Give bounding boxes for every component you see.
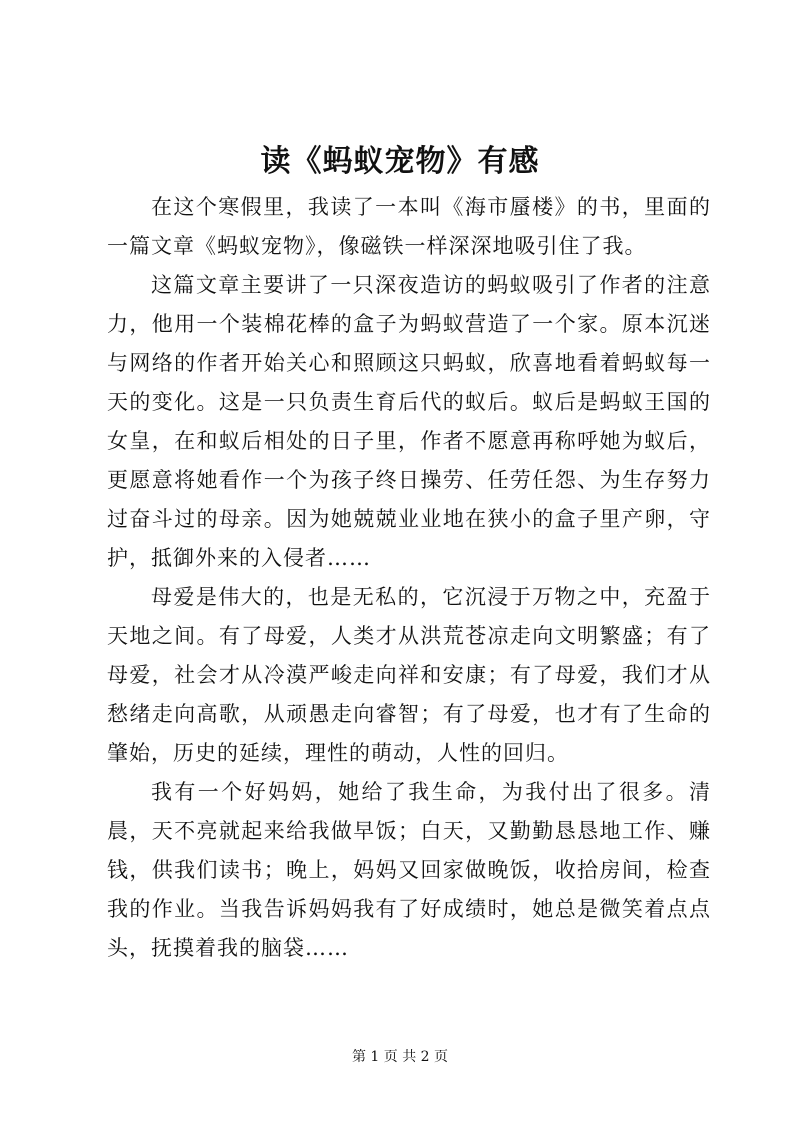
paragraph: 我有一个好妈妈，她给了我生命，为我付出了很多。清晨，天不亮就起来给我做早饭；白天，又勤勤恳恳地工作、赚钱，供我们读书；晚上，妈妈又回家做晚饭，收拾房间，检查我的作业。当我告诉妈妈我有了好成绩时，她总是微笑着点点头，抚摸着我的脑袋…… (107, 780, 711, 960)
paragraph: 在这个寒假里，我读了一本叫《海市蜃楼》的书，里面的一篇文章《蚂蚁宠物》，像磁铁一样深深地吸引住了我。 (107, 195, 711, 258)
document-body (107, 188, 711, 968)
document-title: 读《蚂蚁宠物》有感 (260, 144, 540, 179)
paragraph: 这篇文章主要讲了一只深夜造访的蚂蚁吸引了作者的注意力，他用一个装棉花棒的盒子为蚂蚁营造了一个家。原本沉迷与网络的作者开始关心和照顾这只蚂蚁，欣喜地看着蚂蚁每一天的变化。这是一只负责生育后代的蚁后。蚁后是蚂蚁王国的女皇，在和蚁后相处的日子里，作者不愿意再称呼她为蚁后，更愿意将她看作一个为孩子终日操劳、任劳任怨、为生存努力过奋斗过的母亲。因为她兢兢业业地在狭小的盒子里产卵，守护，抵御外来的入侵者…… (107, 273, 711, 570)
paragraph: 母爱是伟大的，也是无私的，它沉浸于万物之中，充盈于天地之间。有了母爱，人类才从洪荒苍凉走向文明繁盛；有了母爱，社会才从冷漠严峻走向祥和安康；有了母爱，我们才从愁绪走向高歌，从顽愚走向睿智；有了母爱，也才有了生命的肇始，历史的延续，理性的萌动，人性的回归。 (107, 585, 711, 765)
page-footer: 第 1 页 共 2 页 (351, 1049, 449, 1065)
